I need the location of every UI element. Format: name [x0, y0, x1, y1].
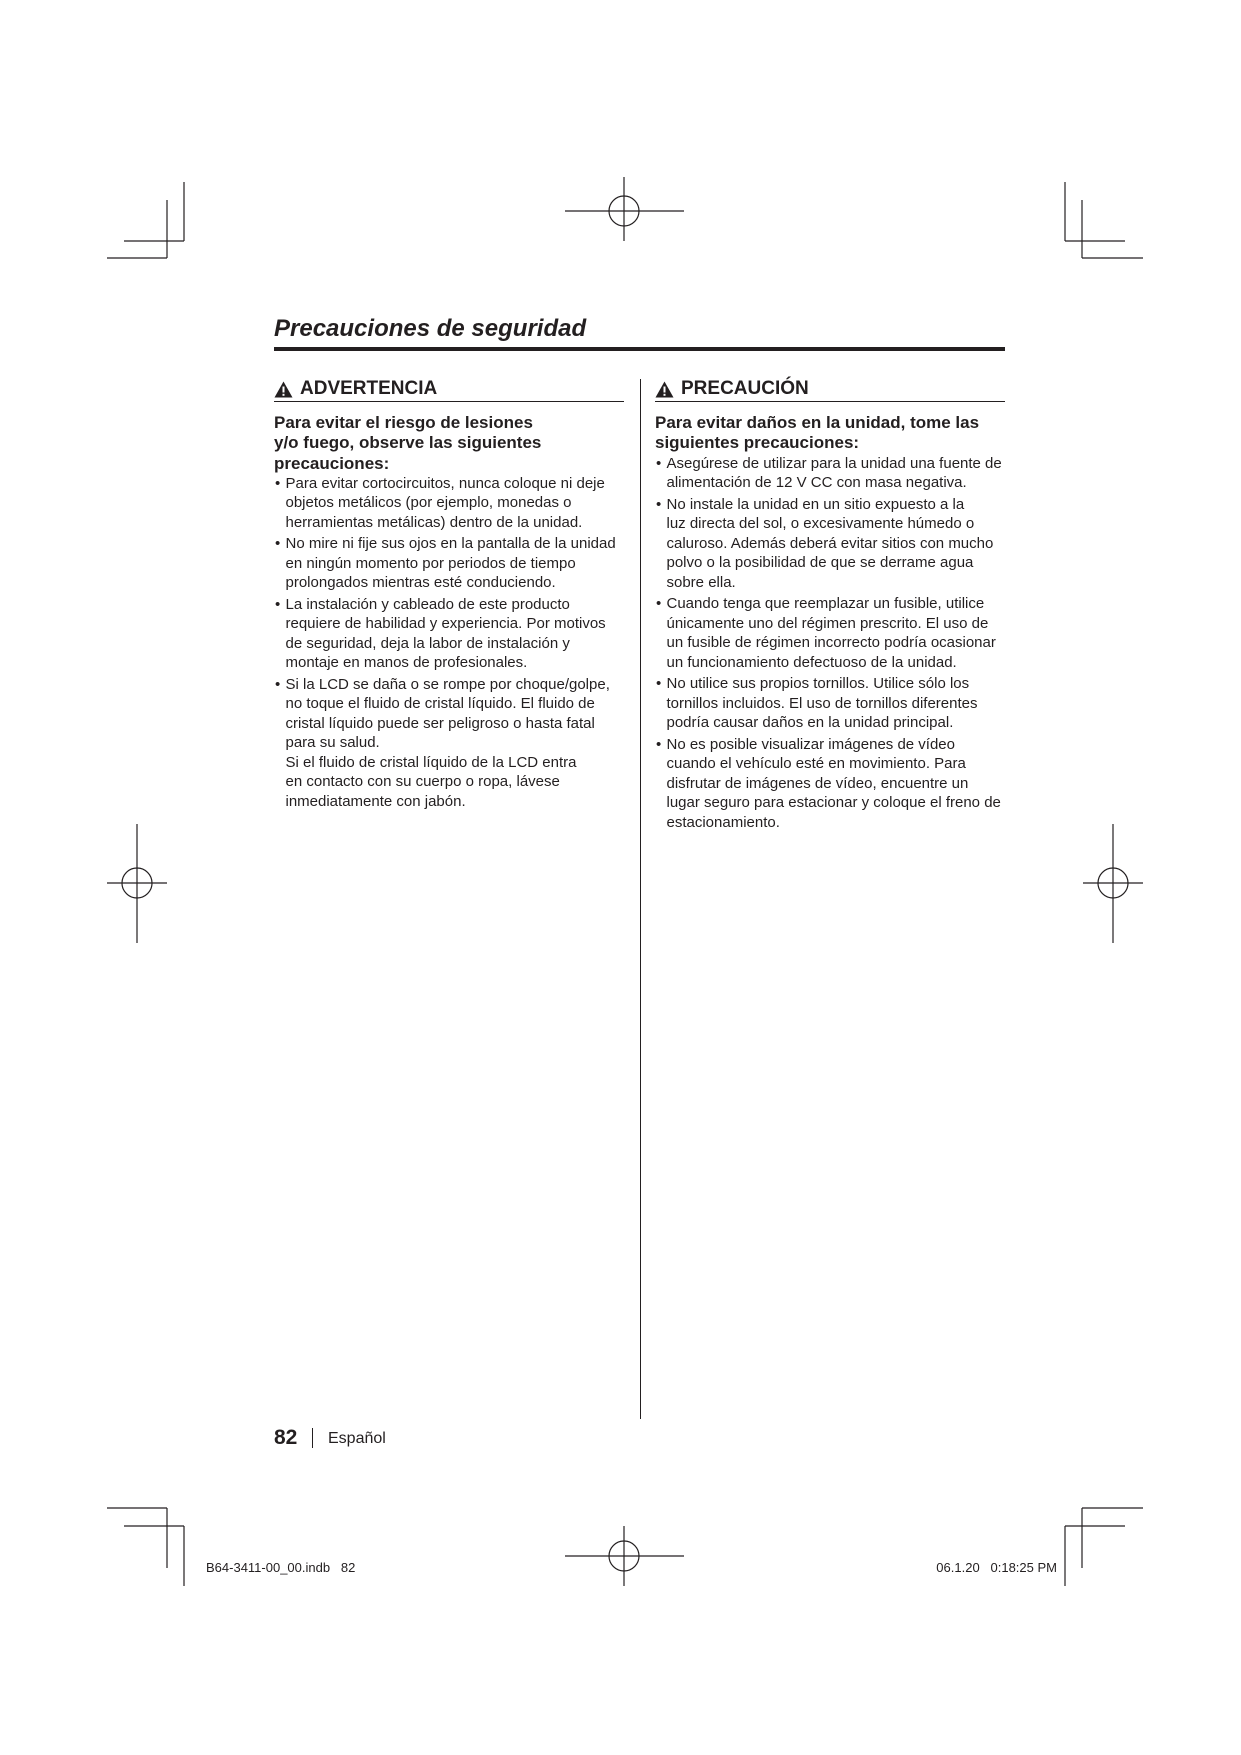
list-item: • No es posible visualizar imágenes de vídeo cuando el vehículo esté en movimiento. Para disfrutar de imágenes de vídeo, encuentre un lugar seguro para estacionar y coloque el freno de estacionamiento. [655, 735, 1005, 833]
warning-list [274, 474, 624, 812]
list-item: • La instalación y cableado de este producto requiere de habilidad y experiencia. Por motivos de seguridad, deja la labor de instalación y montaje en manos de profesionales. [274, 595, 624, 673]
caution-heading-row [655, 377, 1005, 402]
crop-mark-bottom-right [1065, 1508, 1143, 1586]
caution-section [655, 377, 1005, 832]
warning-heading-row [274, 377, 624, 402]
column-divider [640, 379, 641, 1419]
page-number: 82 [274, 1426, 298, 1449]
page-title: Precauciones de seguridad [274, 315, 587, 342]
warning-triangle-icon [655, 381, 674, 398]
list-item: • Para evitar cortocircuitos, nunca coloque ni deje objetos metálicos (por ejemplo, monedas o herramientas metálicas) dentro de la unidad. [274, 474, 624, 533]
list-item: • Asegúrese de utilizar para la unidad una fuente de alimentación de 12 V CC con masa negativa. [655, 454, 1005, 493]
list-item: • Cuando tenga que reemplazar un fusible, utilice únicamente uno del régimen prescrito. El uso de un fusible de régimen incorrecto podría ocasionar un funcionamiento defectuoso de la unidad. [655, 594, 1005, 672]
warning-subheading: Para evitar el riesgo de lesiones y/o fuego, observe las siguientes precauciones: [274, 413, 542, 473]
list-item: • No mire ni fije sus ojos en la pantalla de la unidad en ningún momento por periodos de tiempo prolongados mientras esté conduciendo. [274, 534, 624, 593]
crop-mark-bottom-left [107, 1508, 184, 1586]
print-file-slug: B64-3411-00_00.indb 82 [206, 1560, 356, 1575]
page-language: Español [328, 1430, 386, 1447]
caution-subheading: Para evitar daños en la unidad, tome las siguientes precauciones: [655, 413, 980, 453]
list-item: • No instale la unidad en un sitio expuesto a la luz directa del sol, o excesivamente húmedo o caluroso. Además deberá evitar sitios con mucho polvo o la posibilidad de que se derrame agua sobre ella. [655, 495, 1005, 593]
list-item: • No utilice sus propios tornillos. Utilice sólo los tornillos incluidos. El uso de tornillos diferentes podría causar daños en la unidad principal. [655, 674, 1005, 733]
registration-mark-right [1083, 824, 1143, 943]
list-item: • Si la LCD se daña o se rompe por choque/golpe, no toque el fluido de cristal líquido. El fluido de cristal líquido puede ser peligroso o hasta fatal para su salud. Si el fluido de cristal líquido de la LCD entra en contacto con su cuerpo o ropa, lávese inmediatamente con jabón. [274, 675, 624, 812]
title-rule [274, 347, 1005, 351]
page-number-separator [312, 1428, 313, 1448]
registration-mark-top [565, 177, 684, 241]
caution-heading: PRECAUCIÓN [681, 378, 809, 399]
warning-heading: ADVERTENCIA [300, 378, 438, 399]
print-timestamp: 06.1.20 0:18:25 PM [936, 1560, 1057, 1575]
registration-mark-bottom [565, 1526, 684, 1586]
registration-mark-left [107, 824, 167, 943]
warning-section [274, 377, 624, 811]
crop-mark-top-right [1065, 182, 1143, 258]
crop-mark-top-left [107, 182, 184, 258]
warning-triangle-icon [274, 381, 293, 398]
caution-list [655, 454, 1005, 833]
